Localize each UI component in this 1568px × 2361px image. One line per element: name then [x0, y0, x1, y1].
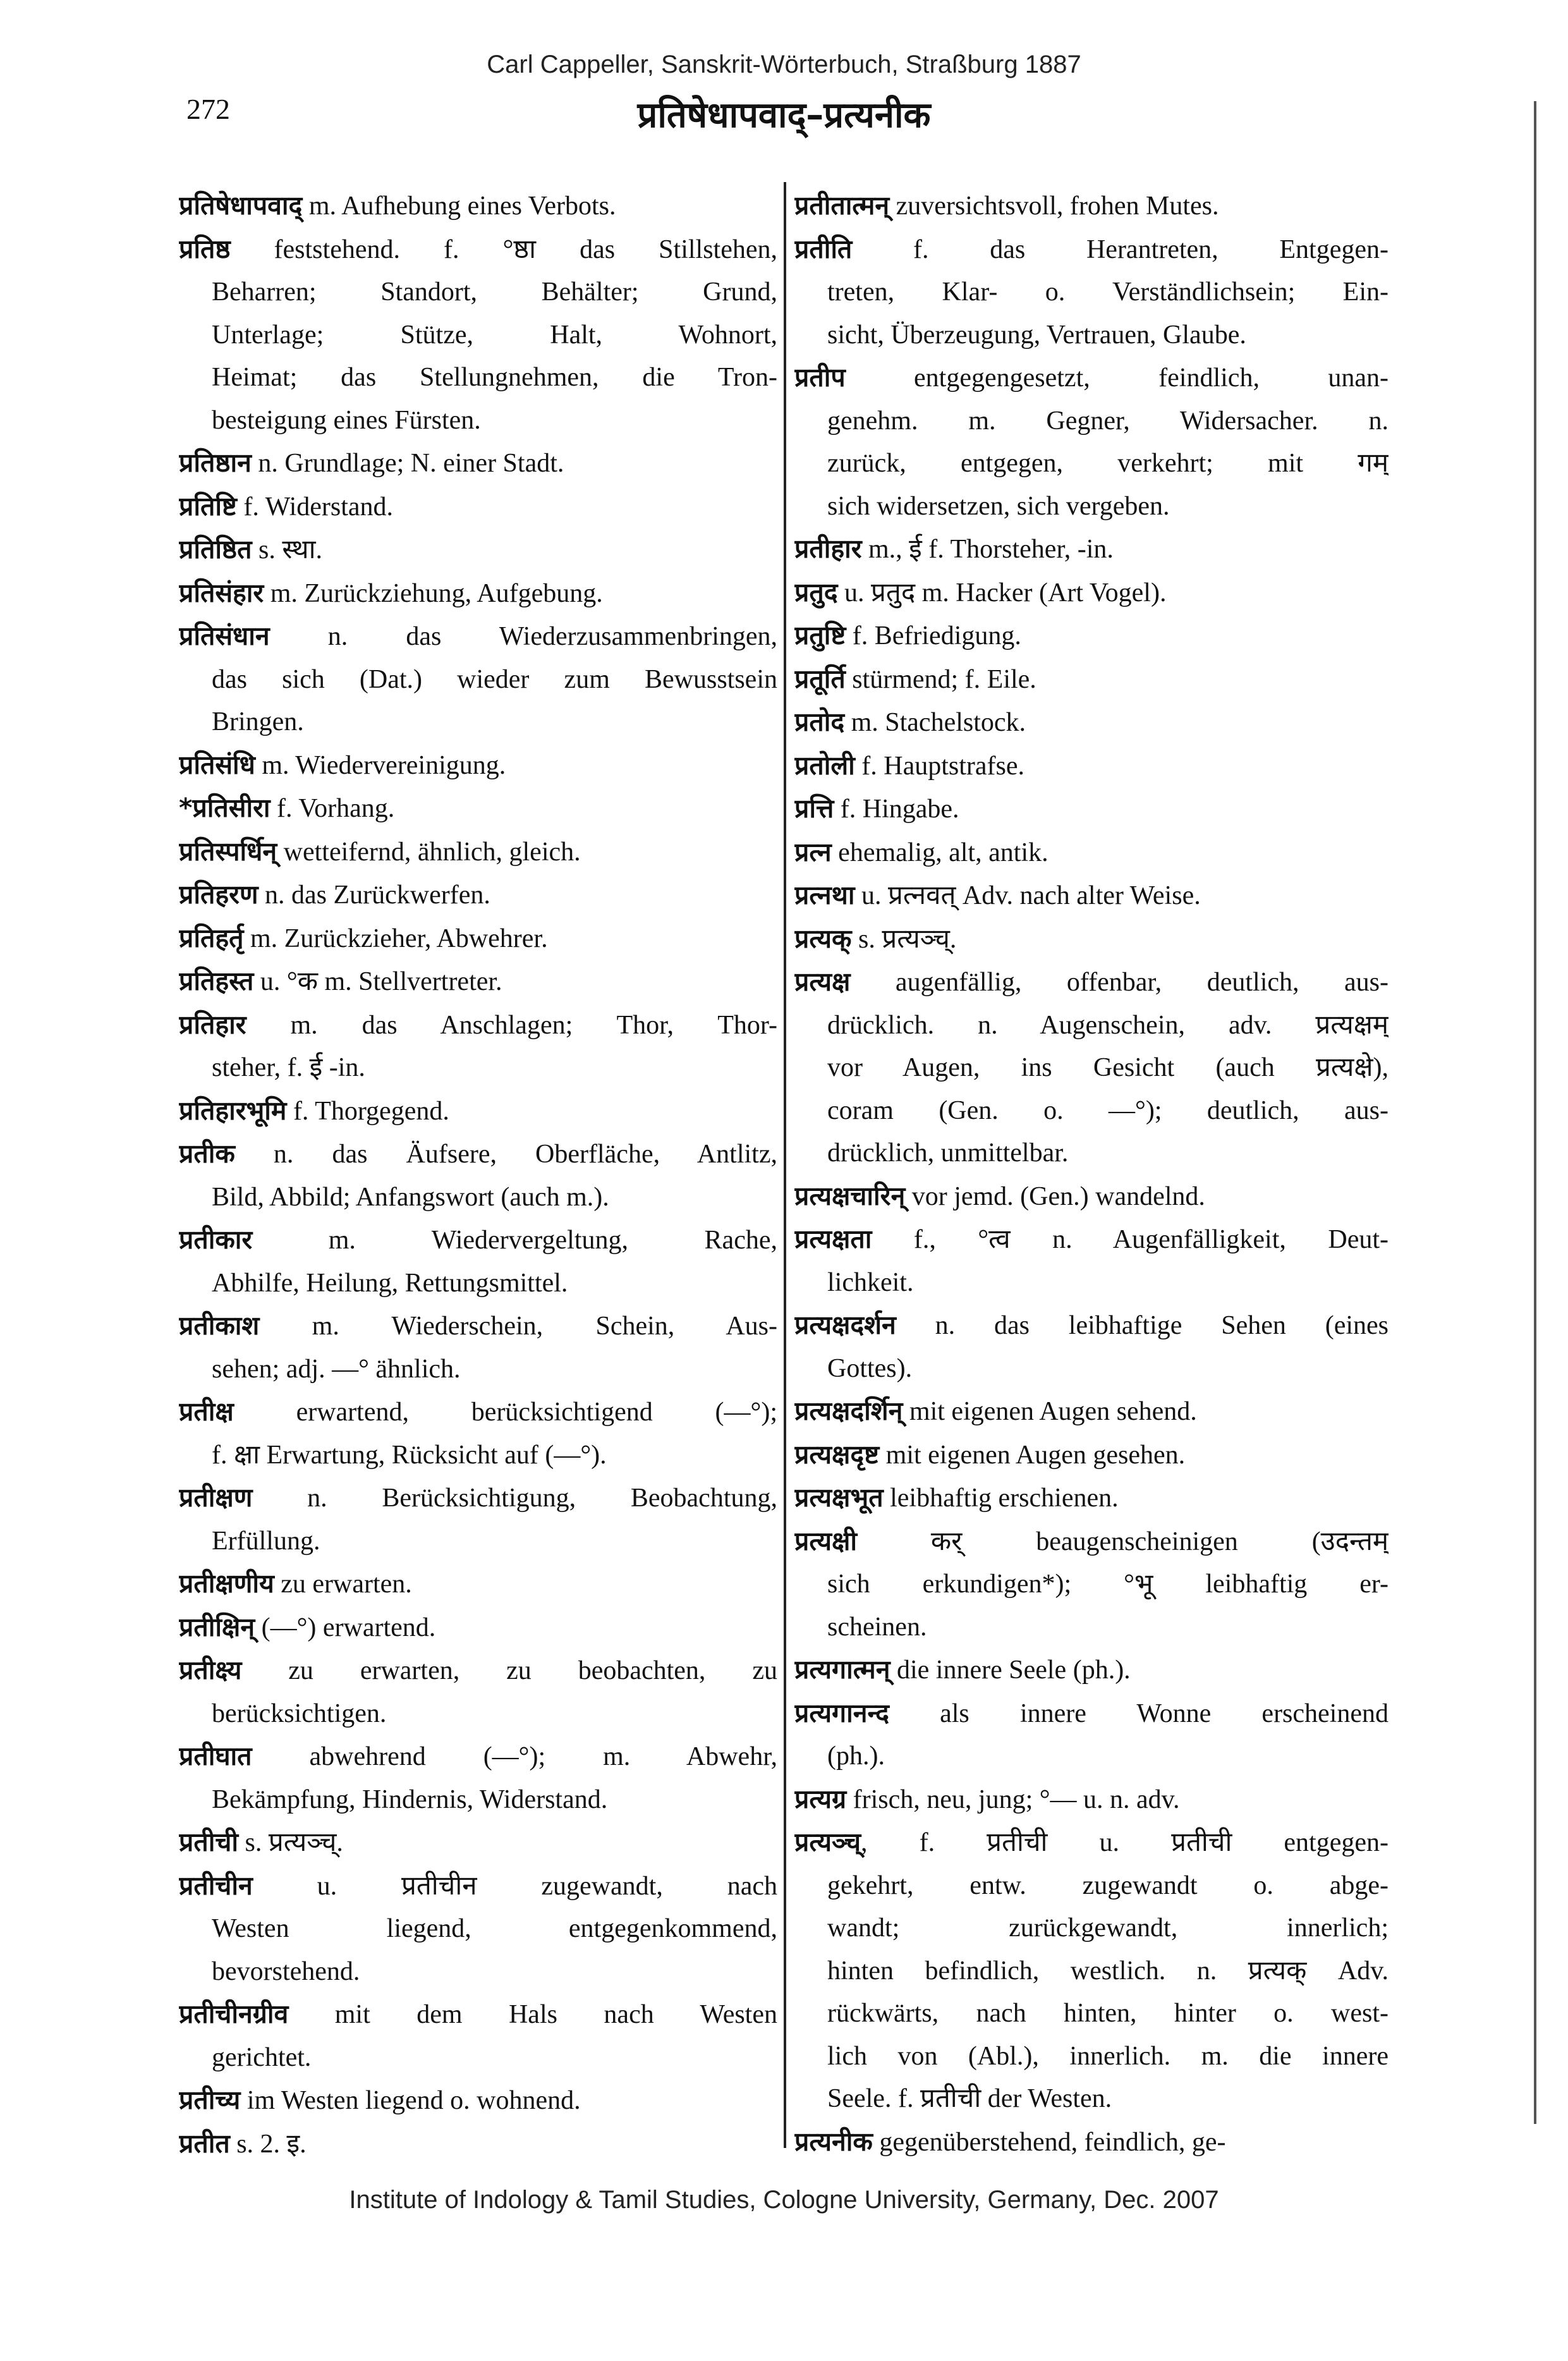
entry-line-first: प्रतीकाश m. Wiederschein, Schein, Aus- — [179, 1310, 777, 1341]
entry-lemma: प्रतीच्य — [179, 2085, 241, 2115]
entry-lemma: प्रतिष्ठ — [179, 233, 231, 264]
entry-line-first: प्रतुष्टि f. Befriedigung. — [794, 620, 1021, 650]
entry-lemma: प्रतिष्टि — [179, 491, 237, 522]
entry-line-first: प्रतीक्षणीय zu erwarten. — [179, 1568, 412, 1599]
entry-line-first: प्रतीत s. 2. इ. — [179, 2128, 307, 2159]
entry-line-first: प्रत्यक्षदर्शिन् mit eigenen Augen sehend. — [794, 1396, 1197, 1426]
running-headwords: प्रतिषेधापवाद्–प्रत्यनीक — [637, 95, 931, 136]
entry-line-first: प्रत्यगात्मन् die innere Seele (ph.). — [794, 1654, 1131, 1685]
entry-lemma: प्रतीहार — [794, 534, 862, 564]
entry-lemma: प्रतिहार — [179, 1009, 246, 1040]
entry-line: das sich (Dat.) wieder zum Bewusstsein — [212, 664, 777, 694]
dictionary-entry — [794, 1390, 1389, 1434]
dictionary-entry — [179, 572, 777, 616]
right-column — [794, 185, 1389, 2164]
entry-lemma: प्रतीप — [794, 362, 846, 393]
entry-lemma: प्रत्यक् — [794, 923, 852, 954]
entry-lemma: *प्रतिसीरा — [179, 793, 270, 823]
dictionary-entry — [794, 1304, 1389, 1390]
dictionary-entry — [794, 701, 1389, 745]
entry-line: gekehrt, entw. zugewandt o. abge- — [827, 1870, 1389, 1900]
entry-line-first: प्रतिहार m. das Anschlagen; Thor, Thor- — [179, 1009, 777, 1040]
entry-line-first: प्रतीच्य im Westen liegend o. wohnend. — [179, 2085, 581, 2115]
entry-lemma: प्रत्यक्ष — [794, 967, 851, 997]
entry-line: steher, f. ई -in. — [212, 1053, 365, 1082]
entry-line-first: प्रत्यनीक gegenüberstehend, feindlich, ge- — [794, 2126, 1226, 2157]
entry-line: Westen liegend, entgegenkommend, — [212, 1914, 777, 1943]
entry-lemma: प्रतुद — [794, 577, 838, 607]
dictionary-entry — [179, 874, 777, 917]
entry-line: scheinen. — [827, 1612, 927, 1642]
entry-lemma: प्रतोली — [794, 750, 855, 781]
entry-lemma: प्रतीतात्मन् — [794, 190, 890, 221]
entry-line: Gottes). — [827, 1353, 913, 1383]
entry-lemma: प्रतिष्ठान — [179, 448, 252, 478]
dictionary-entry — [179, 787, 777, 831]
entry-line-first: प्रतिसंहार m. Zurückziehung, Aufgebung. — [179, 577, 603, 608]
entry-line: gerichtet. — [212, 2042, 312, 2072]
dictionary-entry — [179, 1133, 777, 1219]
dictionary-entry — [794, 658, 1389, 702]
entry-lemma: प्रतीकार — [179, 1224, 253, 1255]
entry-lemma: प्रतीक्षिन् — [179, 1611, 255, 1642]
entry-lemma: प्रतिसंधि — [179, 749, 255, 780]
dictionary-entry — [794, 185, 1389, 228]
dictionary-entry — [794, 357, 1389, 528]
entry-line-first: प्रतीप entgegengesetzt, feindlich, unan- — [794, 362, 1389, 393]
entry-line-first: प्रतोद m. Stachelstock. — [794, 707, 1026, 737]
entry-line-first: प्रत्यक्षता f., °त्व n. Augenfälligkeit, Deut- — [794, 1224, 1389, 1254]
entry-line-first: प्रतिस्पर्धिन् wetteifernd, ähnlich, gleich. — [179, 836, 581, 867]
dictionary-entry — [794, 1434, 1389, 1477]
dictionary-entry — [179, 1993, 777, 2079]
entry-line: Abhilfe, Heilung, Rettungsmittel. — [212, 1268, 568, 1298]
entry-line-first: प्रतीहार m., ई f. Thorsteher, -in. — [794, 534, 1114, 564]
entry-line-first: प्रतुद u. प्रतुद m. Hacker (Art Vogel). — [794, 577, 1167, 607]
dictionary-entry — [794, 614, 1389, 658]
entry-line: rückwärts, nach hinten, hinter o. west- — [827, 1999, 1389, 2028]
entry-lemma: प्रत्यक्षता — [794, 1224, 872, 1254]
dictionary-entry — [179, 442, 777, 485]
entry-line-first: प्रतीतात्मन् zuversichtsvoll, frohen Mutes. — [794, 190, 1219, 221]
entry-lemma: प्रतिष्ठित — [179, 534, 252, 564]
entry-line-first: प्रत्यक्ष augenfällig, offenbar, deutlich, aus- — [794, 967, 1389, 997]
dictionary-entry — [794, 961, 1389, 1175]
entry-lemma: प्रत्यक्षी — [794, 1525, 858, 1556]
entry-lemma: प्रतीचीन — [179, 1870, 253, 1901]
entry-lemma: प्रतीक्ष्य — [179, 1655, 242, 1685]
entry-lemma: प्रतुष्टि — [794, 620, 846, 650]
entry-line-first: *प्रतिसीरा f. Vorhang. — [179, 793, 395, 823]
dictionary-entry — [794, 1692, 1389, 1778]
entry-line: Heimat; das Stellungnehmen, die Tron- — [212, 363, 777, 392]
dictionary-entry — [794, 918, 1389, 961]
entry-lemma: प्रतिहरण — [179, 879, 258, 910]
entry-line-first: प्रत्यक्षदर्शन n. das leibhaftige Sehen (eines — [794, 1310, 1389, 1340]
entry-lemma: प्रतीक्ष — [179, 1396, 234, 1427]
entry-lemma: प्रत्यगात्मन् — [794, 1654, 890, 1685]
entry-line: Beharren; Standort, Behälter; Grund, — [212, 278, 777, 307]
entry-line: bevorstehend. — [212, 1956, 360, 1986]
entry-lemma: प्रत्यक्षदृष्ट — [794, 1439, 880, 1470]
dictionary-entry — [794, 1649, 1389, 1692]
entry-line: drücklich, unmittelbar. — [827, 1138, 1069, 1168]
dictionary-entry — [179, 185, 777, 228]
dictionary-entry — [794, 1477, 1389, 1520]
dictionary-entry — [794, 1778, 1389, 1822]
entry-line: hinten befindlich, westlich. n. प्रत्यक् Adv. — [827, 1956, 1389, 1986]
entry-lemma: प्रत्न — [794, 836, 832, 867]
entry-line-first: प्रत्नथा u. प्रत्नवत् Adv. nach alter Weise. — [794, 880, 1201, 910]
entry-line-first: प्रतीघात abwehrend (—°); m. Abwehr, — [179, 1741, 777, 1771]
entry-line-first: प्रत्यक् s. प्रत्यञ्च्. — [794, 923, 957, 954]
entry-lemma: प्रतिसंहार — [179, 577, 264, 608]
dictionary-entry — [179, 1219, 777, 1305]
dictionary-entry — [794, 1821, 1389, 2121]
entry-lemma: प्रतीक्षणीय — [179, 1568, 274, 1599]
entry-lemma: प्रतोद — [794, 707, 845, 737]
source-citation: Carl Cappeller, Sanskrit-Wörterbuch, Straßburg 1887 — [487, 51, 1081, 78]
dictionary-entry — [179, 228, 777, 442]
entry-lemma: प्रतिहारभूमि — [179, 1095, 287, 1126]
entry-line-first: प्रत्यक्षी कर् beaugenscheinigen (उदन्तम् — [794, 1525, 1389, 1556]
dictionary-entry — [794, 745, 1389, 788]
dictionary-entry — [179, 1563, 777, 1606]
entry-line-first: प्रतीकार m. Wiedervergeltung, Rache, — [179, 1224, 777, 1255]
dictionary-entry — [794, 831, 1389, 875]
entry-lemma: प्रत्यक्षदर्शन — [794, 1310, 896, 1340]
entry-line-first: प्रतिष्टि f. Widerstand. — [179, 491, 394, 522]
page-number: 272 — [186, 93, 230, 125]
entry-line: Unterlage; Stütze, Halt, Wohnort, — [212, 320, 777, 350]
entry-line: besteigung eines Fürsten. — [212, 405, 481, 435]
entry-lemma: प्रतीची — [179, 1827, 238, 1857]
entry-line-first: प्रतिहर्तृ m. Zurückzieher, Abwehrer. — [179, 922, 548, 953]
entry-line-first: प्रतिषेधापवाद् m. Aufhebung eines Verbots. — [179, 190, 616, 221]
entry-line-first: प्रत्ति f. Hingabe. — [794, 793, 959, 824]
entry-lemma: प्रतिषेधापवाद् — [179, 190, 303, 221]
entry-line-first: प्रत्यक्षभूत leibhaftig erschienen. — [794, 1482, 1119, 1513]
entry-line-first: प्रतीति f. das Herantreten, Entgegen- — [794, 233, 1389, 264]
entry-lemma: प्रतीक्षण — [179, 1482, 253, 1513]
footer-credit: Institute of Indology & Tamil Studies, Cologne University, Germany, Dec. 2007 — [349, 2186, 1219, 2214]
dictionary-entry — [794, 874, 1389, 918]
entry-lemma: प्रत्यक्षदर्शिन् — [794, 1396, 903, 1426]
entry-line: drücklich. n. Augenschein, adv. प्रत्यक्षम् — [827, 1010, 1389, 1040]
entry-lemma: प्रतिस्पर्धिन् — [179, 836, 277, 867]
dictionary-entry — [794, 2121, 1389, 2164]
dictionary-entry — [794, 1175, 1389, 1219]
entry-line-first: प्रतिहरण n. das Zurückwerfen. — [179, 879, 490, 910]
entry-lemma: प्रत्यगानन्द — [794, 1697, 889, 1728]
entry-line: Bringen. — [212, 707, 304, 736]
entry-line-first: प्रतिष्ठित s. स्था. — [179, 534, 323, 564]
entry-line-first: प्रतिष्ठ feststehend. f. °ष्ठा das Stillstehen, — [179, 233, 777, 264]
dictionary-entry — [794, 228, 1389, 357]
dictionary-entry — [179, 1649, 777, 1735]
entry-line: coram (Gen. o. —°); deutlich, aus- — [827, 1095, 1389, 1125]
dictionary-entry — [179, 485, 777, 529]
entry-line: vor Augen, ins Gesicht (auch प्रत्यक्षे), — [827, 1053, 1389, 1082]
entry-lemma: प्रतीकाश — [179, 1310, 260, 1341]
entry-line: lich von (Abl.), innerlich. m. die innere — [827, 2041, 1389, 2071]
dictionary-entry — [179, 1305, 777, 1391]
dictionary-entry — [179, 1477, 777, 1563]
entry-line-first: प्रतिहस्त u. °क m. Stellvertreter. — [179, 966, 502, 996]
entry-line-first: प्रतीची s. प्रत्यञ्च्. — [179, 1827, 343, 1857]
dictionary-entry — [179, 917, 777, 961]
dictionary-entry — [179, 960, 777, 1004]
entry-line-first: प्रत्यञ्च्, f. प्रतीची u. प्रतीची entgegen- — [794, 1827, 1389, 1857]
entry-line: f. क्षा Erwartung, Rücksicht auf (—°). — [212, 1440, 607, 1470]
dictionary-entry — [179, 1865, 777, 1994]
entry-lemma: प्रतीघात — [179, 1741, 252, 1771]
entry-line: Seele. f. प्रतीची der Westen. — [827, 2084, 1112, 2113]
entry-lemma: प्रतीक — [179, 1138, 235, 1169]
dictionary-entry — [794, 788, 1389, 831]
entry-line: wandt; zurückgewandt, innerlich; — [827, 1913, 1389, 1943]
page-edge-line — [1534, 101, 1536, 2124]
entry-lemma: प्रतीचीनग्रीव — [179, 1999, 289, 2029]
entry-line: zurück, entgegen, verkehrt; mit गम् — [827, 449, 1389, 478]
entry-line-first: प्रत्यक्षचारिन् vor jemd. (Gen.) wandelnd. — [794, 1180, 1205, 1211]
entry-line: treten, Klar- o. Verständlichsein; Ein- — [827, 278, 1389, 307]
entry-lemma: प्रत्नथा — [794, 880, 855, 910]
dictionary-entry — [179, 2123, 777, 2166]
entry-line-first: प्रत्यक्षदृष्ट mit eigenen Augen gesehen. — [794, 1439, 1186, 1470]
entry-line-first: प्रतीचीन u. प्रतीचीन zugewandt, nach — [179, 1870, 777, 1901]
dictionary-entry — [179, 1606, 777, 1650]
dictionary-entry — [794, 1218, 1389, 1304]
left-column — [179, 185, 777, 2166]
entry-lemma: प्रतिहर्तृ — [179, 922, 244, 953]
entry-line-first: प्रतिहारभूमि f. Thorgegend. — [179, 1095, 449, 1126]
dictionary-entry — [179, 1735, 777, 1821]
entry-line: (ph.). — [827, 1742, 885, 1771]
entry-line-first: प्रतीचीनग्रीव mit dem Hals nach Westen — [179, 1999, 777, 2029]
entry-lemma: प्रत्यक्षचारिन् — [794, 1180, 906, 1211]
dictionary-entry — [179, 831, 777, 874]
entry-line: sich widersetzen, sich vergeben. — [827, 491, 1170, 521]
entry-lemma: प्रतीति — [794, 233, 853, 264]
dictionary-entry — [179, 744, 777, 788]
entry-line: berücksichtigen. — [212, 1699, 387, 1728]
entry-line-first: प्रतिसंधि m. Wiedervereinigung. — [179, 749, 506, 780]
dictionary-entry — [179, 2079, 777, 2123]
dictionary-entry — [179, 1821, 777, 1865]
entry-line-first: प्रतीक्षण n. Berücksichtigung, Beobachtung, — [179, 1482, 777, 1513]
entry-line-first: प्रतीक्ष्य zu erwarten, zu beobachten, zu — [179, 1655, 777, 1685]
entry-line: lichkeit. — [827, 1267, 914, 1297]
dictionary-entry — [179, 615, 777, 744]
entry-lemma: प्रतिसंधान — [179, 621, 270, 651]
column-divider — [784, 182, 786, 2148]
entry-lemma: प्रतूर्ति — [794, 663, 846, 694]
entry-line: sicht, Überzeugung, Vertrauen, Glaube. — [827, 320, 1246, 350]
entry-line-first: प्रतीक्ष erwartend, berücksichtigend (—°); — [179, 1396, 777, 1427]
dictionary-entry — [179, 1391, 777, 1477]
dictionary-entry — [794, 528, 1389, 571]
entry-line: sehen; adj. —° ähnlich. — [212, 1354, 461, 1384]
entry-line: Erfüllung. — [212, 1526, 320, 1556]
entry-lemma: प्रत्यक्षभूत — [794, 1482, 884, 1513]
entry-line-first: प्रत्न ehemalig, alt, antik. — [794, 836, 1048, 867]
dictionary-entry — [179, 1090, 777, 1133]
entry-lemma: प्रत्ति — [794, 793, 834, 824]
entry-line: sich erkundigen*); °भू leibhaftig er- — [827, 1570, 1389, 1599]
entry-line-first: प्रतीक्षिन् (—°) erwartend. — [179, 1611, 436, 1642]
entry-lemma: प्रतीत — [179, 2128, 230, 2159]
entry-line-first: प्रतीक n. das Äufsere, Oberfläche, Antlitz, — [179, 1138, 777, 1169]
entry-lemma: प्रतिहस्त — [179, 966, 254, 996]
entry-lemma: प्रत्यनीक — [794, 2126, 873, 2157]
dictionary-entry — [179, 528, 777, 572]
entry-line-first: प्रत्यग्र frisch, neu, jung; °— u. n. adv. — [794, 1783, 1180, 1814]
entry-line-first: प्रतिसंधान n. das Wiederzusammenbringen, — [179, 621, 777, 651]
entry-line: genehm. m. Gegner, Widersacher. n. — [827, 406, 1389, 436]
entry-line: Bekämpfung, Hindernis, Widerstand. — [212, 1784, 608, 1814]
dictionary-entry — [794, 571, 1389, 615]
entry-line: Bild, Abbild; Anfangswort (auch m.). — [212, 1182, 609, 1212]
entry-line-first: प्रत्यगानन्द als innere Wonne erscheinend — [794, 1697, 1389, 1728]
entry-line-first: प्रतूर्ति stürmend; f. Eile. — [794, 663, 1036, 694]
entry-lemma: प्रत्यञ्च् — [794, 1827, 861, 1857]
dictionary-entry — [794, 1520, 1389, 1649]
entry-lemma: प्रत्यग्र — [794, 1783, 847, 1814]
entry-line-first: प्रतिष्ठान n. Grundlage; N. einer Stadt. — [179, 448, 564, 478]
dictionary-entry — [179, 1004, 777, 1090]
entry-line-first: प्रतोली f. Hauptstrafse. — [794, 750, 1024, 781]
